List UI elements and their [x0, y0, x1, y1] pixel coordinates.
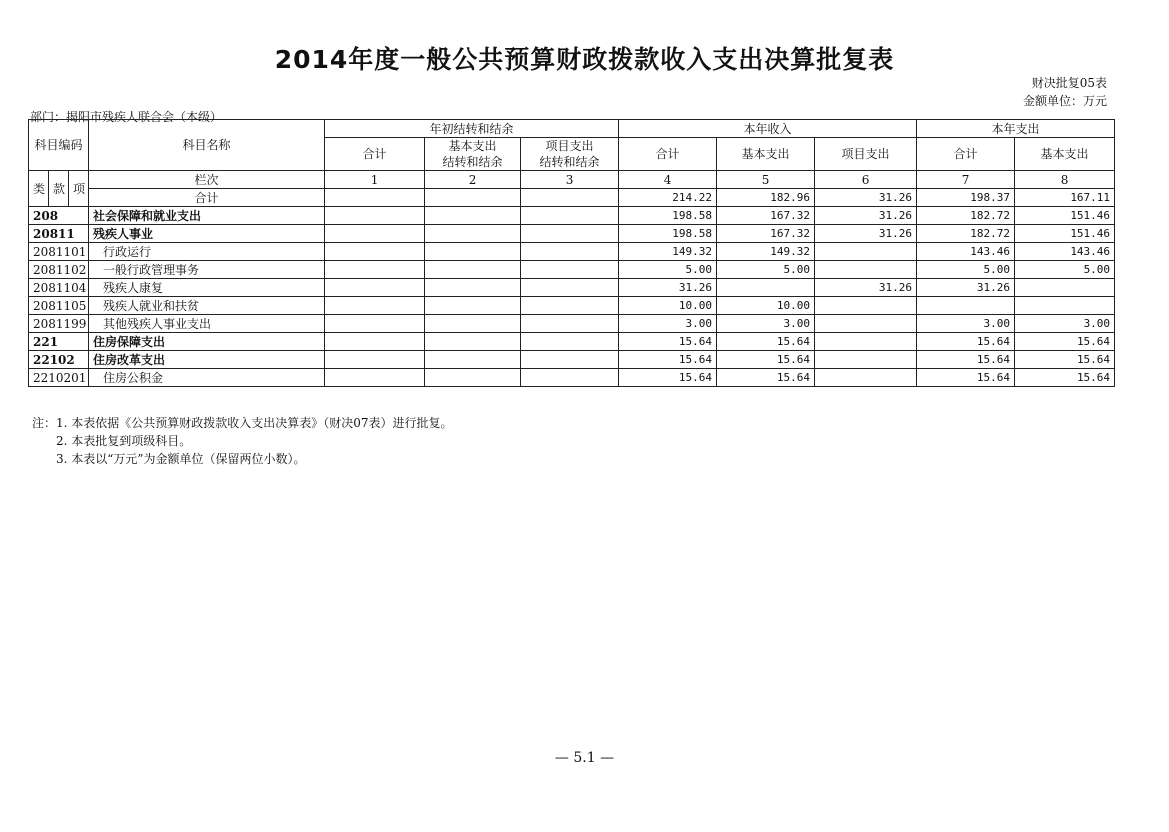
amount-cell: 149.32: [717, 243, 815, 261]
amount-cell: 15.64: [1015, 351, 1115, 369]
amount-cell: 149.32: [619, 243, 717, 261]
amount-cell: 167.32: [717, 225, 815, 243]
xiang-header: 项: [69, 171, 89, 207]
amount-cell: 15.64: [917, 369, 1015, 387]
amount-cell: [815, 315, 917, 333]
col-num-6: 6: [815, 171, 917, 189]
table-body: [29, 207, 1115, 387]
income-project-header: 项目支出: [815, 138, 917, 171]
amount-cell: [425, 351, 521, 369]
col-num-2: 2: [425, 171, 521, 189]
amount-cell: 3.00: [917, 315, 1015, 333]
form-number: 财决批复05表: [1031, 76, 1107, 90]
table-header: [29, 120, 1115, 207]
lei-header: 类: [29, 171, 49, 207]
amount-cell: [325, 243, 425, 261]
amount-cell: 15.64: [619, 351, 717, 369]
table-row: 2081105 残疾人就业和扶贫 10.00 10.00: [29, 297, 1115, 315]
amount-cell: 10.00: [717, 297, 815, 315]
amount-cell: [815, 351, 917, 369]
amount-cell: [521, 297, 619, 315]
amount-cell: [717, 279, 815, 297]
amount-cell: [521, 315, 619, 333]
amount-cell: 31.26: [815, 279, 917, 297]
total-row-label: 合计: [89, 189, 325, 207]
amount-cell: 198.58: [619, 225, 717, 243]
note-2: 2. 本表批复到项级科目。: [56, 434, 192, 448]
amount-cell: 15.64: [619, 333, 717, 351]
amount-cell: [425, 207, 521, 225]
col-num-5: 5: [717, 171, 815, 189]
amount-cell: 5.00: [619, 261, 717, 279]
note-3: 3. 本表以“万元”为金额单位（保留两位小数）。: [56, 452, 306, 466]
department: 部门：揭阳市残疾人联合会（本级）: [30, 110, 223, 124]
amount-cell: [521, 279, 619, 297]
amount-cell: 5.00: [717, 261, 815, 279]
amount-cell: 182.72: [917, 207, 1015, 225]
opening-balance-header: 年初结转和结余: [325, 120, 619, 138]
table-row: 2081199 其他残疾人事业支出 3.00 3.00 3.00 3.00: [29, 315, 1115, 333]
budget-table: [28, 119, 1115, 387]
amount-cell: 182.72: [917, 225, 1015, 243]
amount-cell: [325, 315, 425, 333]
table-row: 221 住房保障支出 15.64 15.64 15.64 15.64: [29, 333, 1115, 351]
amount-cell: [325, 189, 425, 207]
amount-cell: 15.64: [1015, 333, 1115, 351]
amount-cell: 31.26: [619, 279, 717, 297]
amount-cell: 3.00: [717, 315, 815, 333]
amount-cell: 31.26: [815, 207, 917, 225]
table-row: 2081102 一般行政管理事务 5.00 5.00 5.00 5.00: [29, 261, 1115, 279]
table-row: 208 社会保障和就业支出 198.58 167.32 31.26 182.72 151.46: [29, 207, 1115, 225]
amount-cell: 167.32: [717, 207, 815, 225]
amount-cell: [521, 207, 619, 225]
col-num-7: 7: [917, 171, 1015, 189]
amount-cell: 214.22: [619, 189, 717, 207]
amount-cell: 3.00: [619, 315, 717, 333]
amount-cell: [325, 207, 425, 225]
table-row: 20811 残疾人事业 198.58 167.32 31.26 182.72 151.46: [29, 225, 1115, 243]
col-num-4: 4: [619, 171, 717, 189]
amount-cell: [325, 261, 425, 279]
amount-cell: 5.00: [1015, 261, 1115, 279]
amount-cell: [325, 297, 425, 315]
amount-cell: [325, 333, 425, 351]
amount-cell: 15.64: [717, 333, 815, 351]
table-row: 22102 住房改革支出 15.64 15.64 15.64 15.64: [29, 351, 1115, 369]
amount-cell: [521, 261, 619, 279]
amount-cell: 15.64: [717, 351, 815, 369]
amount-cell: [815, 333, 917, 351]
amount-cell: [425, 243, 521, 261]
amount-cell: 143.46: [1015, 243, 1115, 261]
amount-cell: 31.26: [815, 189, 917, 207]
table-row: 2210201 住房公积金 15.64 15.64 15.64 15.64: [29, 369, 1115, 387]
amount-cell: [521, 351, 619, 369]
table-row: 2081104 残疾人康复 31.26 31.26 31.26: [29, 279, 1115, 297]
amount-cell: 31.26: [815, 225, 917, 243]
amount-cell: 10.00: [619, 297, 717, 315]
amount-cell: [521, 189, 619, 207]
opening-project-header: 项目支出 结转和结余: [521, 138, 619, 171]
amount-cell: [815, 297, 917, 315]
amount-cell: [815, 369, 917, 387]
expense-header: 本年支出: [917, 120, 1115, 138]
col-num-1: 1: [325, 171, 425, 189]
amount-cell: [425, 279, 521, 297]
amount-cell: [325, 279, 425, 297]
amount-cell: 198.58: [619, 207, 717, 225]
amount-cell: 198.37: [917, 189, 1015, 207]
amount-cell: [425, 369, 521, 387]
expense-basic-header: 基本支出: [1015, 138, 1115, 171]
amount-cell: [425, 315, 521, 333]
amount-cell: [325, 225, 425, 243]
amount-cell: [815, 261, 917, 279]
amount-cell: [325, 351, 425, 369]
col-num-3: 3: [521, 171, 619, 189]
amount-cell: 15.64: [619, 369, 717, 387]
col-num-8: 8: [1015, 171, 1115, 189]
subject-code-header: 科目编码: [29, 120, 89, 171]
amount-cell: 182.96: [717, 189, 815, 207]
amount-cell: [917, 297, 1015, 315]
income-basic-header: 基本支出: [717, 138, 815, 171]
amount-cell: [425, 261, 521, 279]
amount-cell: 15.64: [717, 369, 815, 387]
amount-cell: [425, 225, 521, 243]
amount-cell: 143.46: [917, 243, 1015, 261]
column-index-label: 栏次: [89, 171, 325, 189]
amount-unit: 金额单位：万元: [1022, 94, 1107, 108]
expense-total-header: 合计: [917, 138, 1015, 171]
note-1: 注：1. 本表依据《公共预算财政拨款收入支出决算表》（财决07表）进行批复。: [32, 416, 453, 430]
subject-name-header: 科目名称: [89, 120, 325, 171]
amount-cell: 15.64: [917, 351, 1015, 369]
amount-cell: [521, 243, 619, 261]
amount-cell: [425, 297, 521, 315]
income-header: 本年收入: [619, 120, 917, 138]
amount-cell: 31.26: [917, 279, 1015, 297]
amount-cell: [521, 225, 619, 243]
amount-cell: [425, 189, 521, 207]
table-row: 2081101 行政运行 149.32 149.32 143.46 143.46: [29, 243, 1115, 261]
amount-cell: [1015, 279, 1115, 297]
amount-cell: 167.11: [1015, 189, 1115, 207]
amount-cell: 3.00: [1015, 315, 1115, 333]
amount-cell: 15.64: [1015, 369, 1115, 387]
footnotes: [32, 414, 453, 468]
page-title: 2014年度一般公共预算财政拨款收入支出决算批复表: [274, 45, 895, 74]
amount-cell: [815, 243, 917, 261]
page-number: — 5.1 —: [554, 750, 615, 766]
amount-cell: [425, 333, 521, 351]
opening-basic-header: 基本支出 结转和结余: [425, 138, 521, 171]
income-total-header: 合计: [619, 138, 717, 171]
amount-cell: 5.00: [917, 261, 1015, 279]
kuan-header: 款: [49, 171, 69, 207]
opening-total-header: 合计: [325, 138, 425, 171]
amount-cell: [1015, 297, 1115, 315]
amount-cell: [521, 369, 619, 387]
total-row: [29, 189, 1115, 207]
amount-cell: 151.46: [1015, 207, 1115, 225]
amount-cell: 15.64: [917, 333, 1015, 351]
amount-cell: [325, 369, 425, 387]
amount-cell: 151.46: [1015, 225, 1115, 243]
amount-cell: [521, 333, 619, 351]
